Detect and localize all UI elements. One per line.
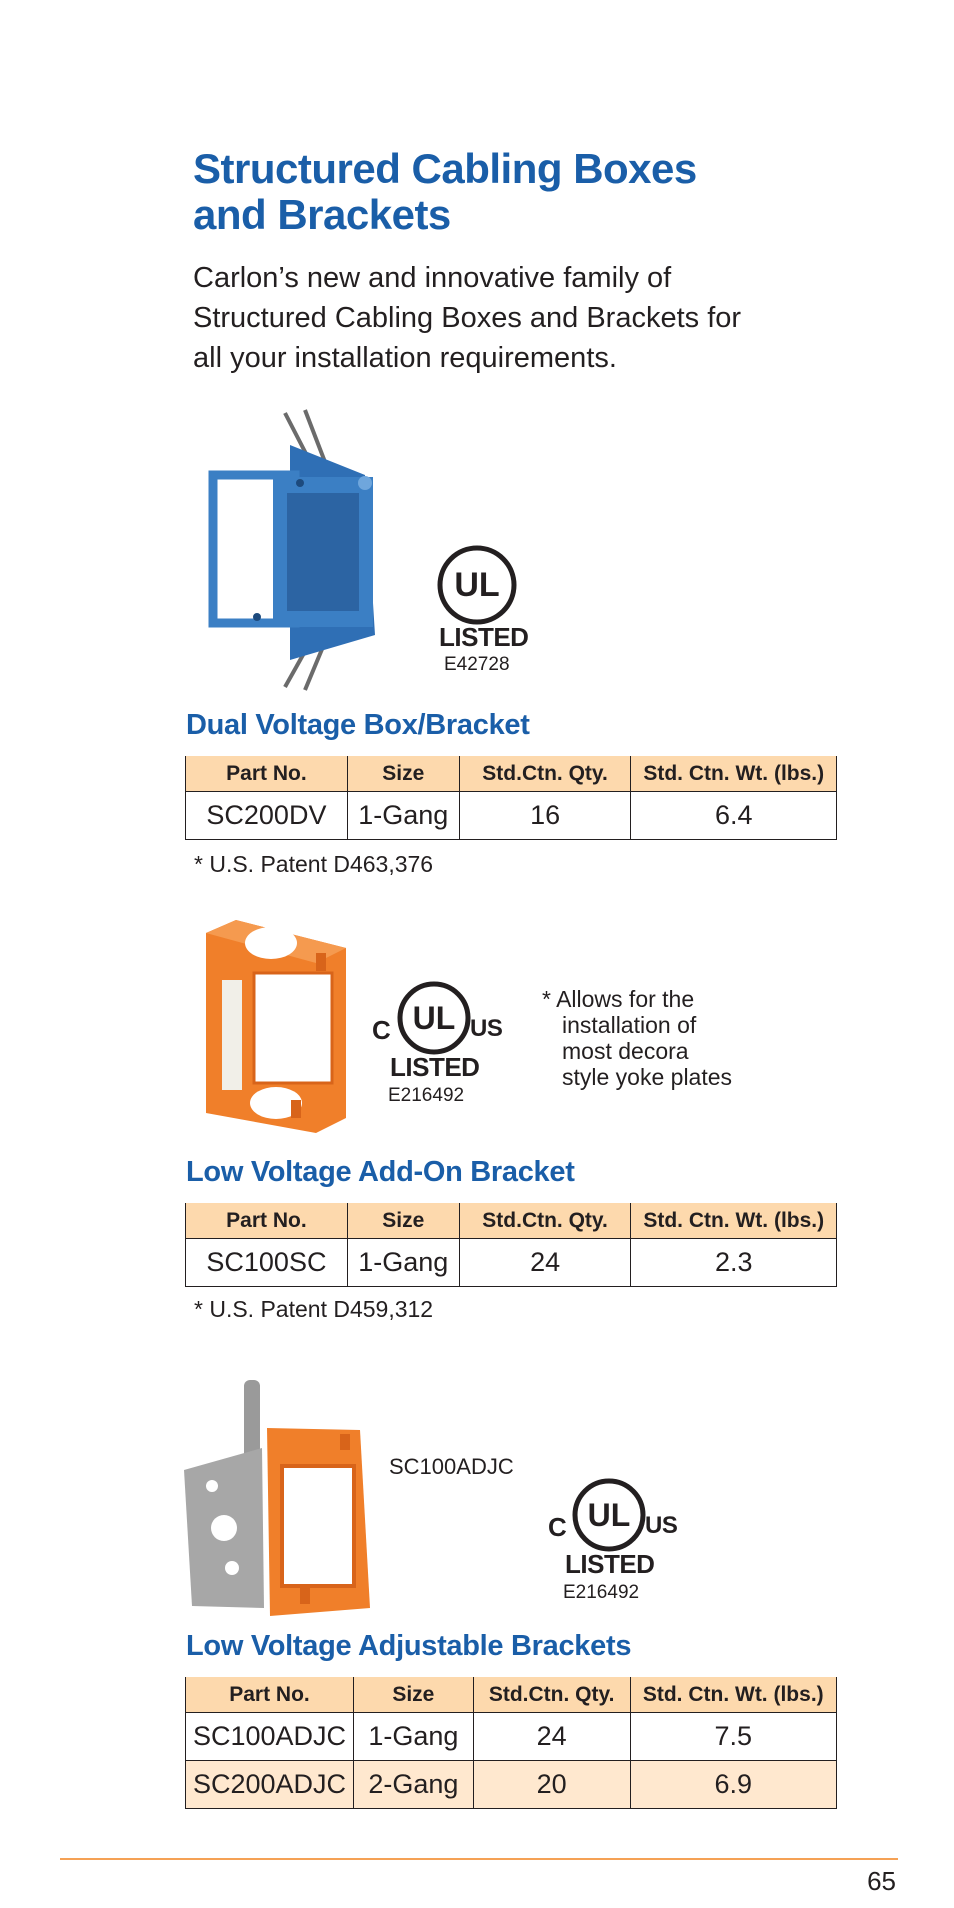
product-image-label: SC100ADJC — [389, 1454, 514, 1479]
ul-certificate-number: E216492 — [563, 1582, 640, 1603]
note-line: most decora — [562, 1038, 689, 1064]
section-title-dual-voltage: Dual Voltage Box/Bracket — [186, 709, 530, 741]
svg-text:UL: UL — [454, 566, 500, 604]
orange-adjustable-bracket-icon — [182, 1378, 382, 1618]
table-header-row — [186, 756, 837, 792]
us-mark-label: US — [645, 1512, 678, 1539]
cell-part-no: SC200ADJC — [186, 1761, 354, 1809]
page-title: Structured Cabling Boxes and Brackets — [193, 145, 697, 238]
header-weight: Std. Ctn. Wt. (lbs.) — [631, 1203, 837, 1239]
cell-part-no: SC200DV — [186, 792, 348, 840]
cell-weight: 6.4 — [631, 792, 837, 840]
cell-weight: 6.9 — [630, 1761, 837, 1809]
cell-size: 1-Gang — [353, 1713, 473, 1761]
table-row — [186, 792, 837, 840]
patent-note: * U.S. Patent D459,312 — [194, 1296, 434, 1322]
cell-size: 1-Gang — [347, 792, 459, 840]
cul-us-mark-icon — [396, 980, 472, 1056]
spec-table-adjustable — [185, 1677, 837, 1809]
header-part-no: Part No. — [186, 1203, 348, 1239]
note-line: style yoke plates — [562, 1064, 733, 1090]
svg-text:UL: UL — [412, 1000, 456, 1036]
note-line: * Allows for the — [542, 986, 695, 1012]
cell-weight: 7.5 — [630, 1713, 837, 1761]
ul-certificate-number: E216492 — [388, 1085, 465, 1106]
canada-mark-label: C — [372, 1015, 391, 1045]
cell-qty: 20 — [473, 1761, 630, 1809]
page-number: 65 — [867, 1866, 896, 1896]
cell-qty: 24 — [473, 1713, 630, 1761]
header-size: Size — [347, 756, 459, 792]
spec-table-dual-voltage — [185, 756, 837, 840]
listed-label: LISTED — [565, 1549, 655, 1579]
cell-size: 1-Gang — [347, 1239, 459, 1287]
spec-table-add-on — [185, 1203, 837, 1287]
section-title-adjustable: Low Voltage Adjustable Brackets — [186, 1630, 632, 1662]
intro-paragraph: Carlon’s new and innovative family of Structured Cabling Boxes and Brackets for all your installation requirements. — [193, 262, 742, 374]
cell-qty: 24 — [459, 1239, 631, 1287]
canada-mark-label: C — [548, 1512, 567, 1542]
cell-part-no: SC100ADJC — [186, 1713, 354, 1761]
header-qty: Std.Ctn. Qty. — [473, 1677, 630, 1713]
cell-weight: 2.3 — [631, 1239, 837, 1287]
header-qty: Std.Ctn. Qty. — [459, 756, 631, 792]
svg-text:UL: UL — [587, 1497, 631, 1533]
footer-rule — [60, 1858, 898, 1860]
blue-dual-voltage-box-icon — [205, 405, 385, 695]
patent-note: * U.S. Patent D463,376 — [194, 851, 434, 877]
us-mark-label: US — [470, 1015, 503, 1042]
table-header-row — [186, 1677, 837, 1713]
cell-part-no: SC100SC — [186, 1239, 348, 1287]
listed-label: LISTED — [439, 622, 529, 652]
cell-size: 2-Gang — [353, 1761, 473, 1809]
orange-add-on-bracket-icon — [196, 918, 358, 1138]
header-qty: Std.Ctn. Qty. — [459, 1203, 631, 1239]
ul-certificate-number: E42728 — [444, 654, 510, 675]
table-row — [186, 1761, 837, 1809]
listed-label: LISTED — [390, 1052, 480, 1082]
yoke-plate-note — [542, 986, 732, 1090]
note-line: installation of — [562, 1012, 697, 1038]
header-size: Size — [353, 1677, 473, 1713]
table-row — [186, 1713, 837, 1761]
header-weight: Std. Ctn. Wt. (lbs.) — [630, 1677, 837, 1713]
cell-qty: 16 — [459, 792, 631, 840]
header-weight: Std. Ctn. Wt. (lbs.) — [631, 756, 837, 792]
cul-us-mark-icon — [571, 1477, 647, 1553]
header-size: Size — [347, 1203, 459, 1239]
table-row — [186, 1239, 837, 1287]
section-title-add-on: Low Voltage Add-On Bracket — [186, 1156, 575, 1188]
header-part-no: Part No. — [186, 756, 348, 792]
header-part-no: Part No. — [186, 1677, 354, 1713]
ul-mark-icon — [436, 544, 518, 626]
table-header-row — [186, 1203, 837, 1239]
